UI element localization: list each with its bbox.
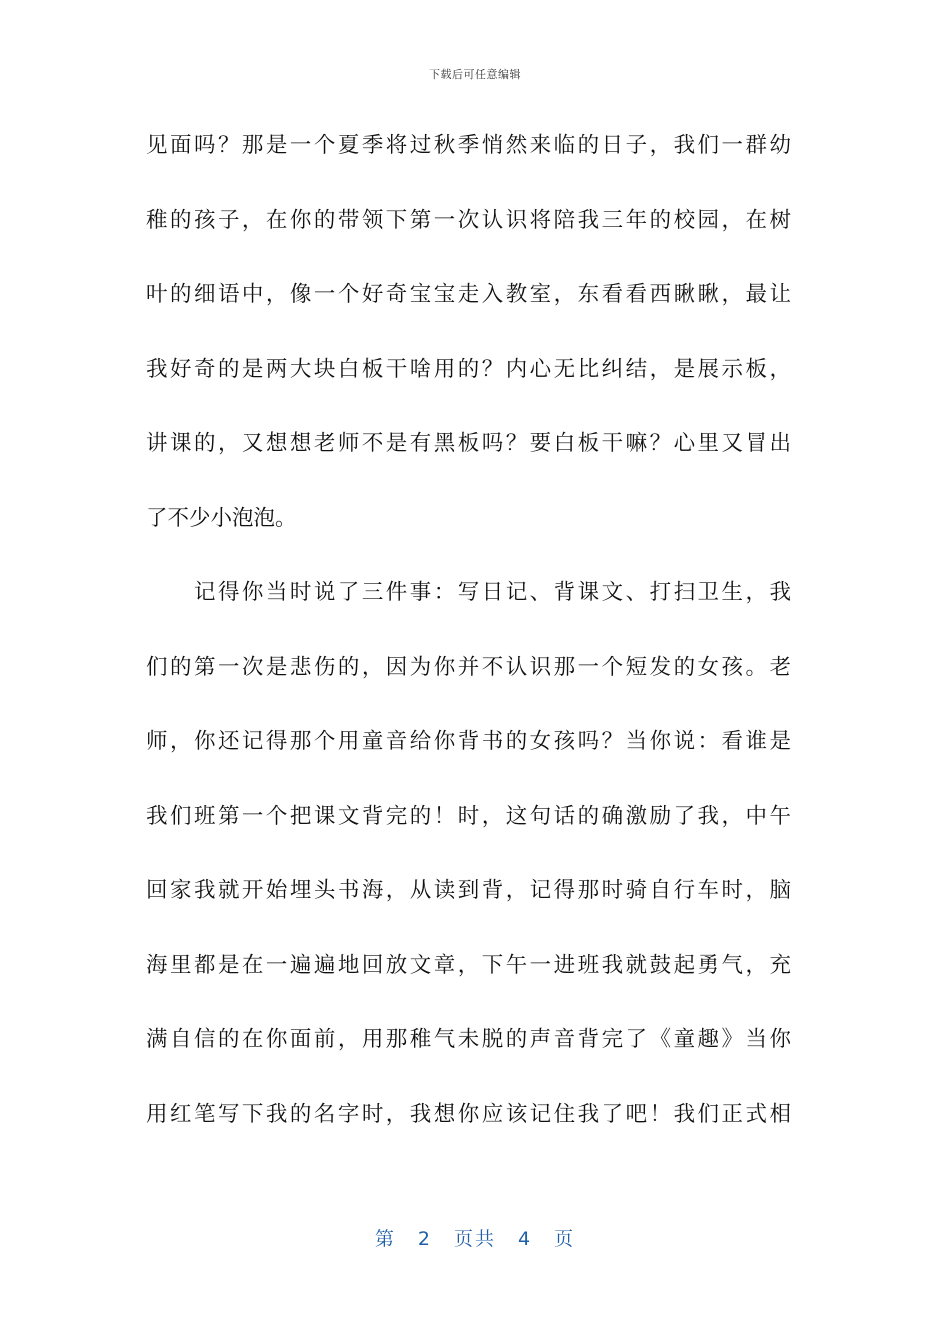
text-line-4: 我好奇的是两大块白板干啥用的？内心无比纠结，是展示板，	[146, 356, 791, 382]
text-line-7: 记得你当时说了三件事：写日记、背课文、打扫卫生，我	[146, 580, 791, 605]
text-line-10: 我们班第一个把课文背完的！时，这句话的确激励了我，中午	[146, 803, 791, 829]
text-line-14: 用红笔写下我的名字时，我想你应该记住我了吧！我们正式相	[146, 1101, 791, 1127]
text-line-8: 们的第一次是悲伤的，因为你并不认识那一个短发的女孩。老	[146, 654, 791, 680]
text-line-11: 回家我就开始埋头书海，从读到背，记得那时骑自行车时，脑	[146, 878, 791, 903]
text-line-6: 了不少小泡泡。	[146, 505, 297, 531]
page-number-footer: 第 2 页共 4 页	[374, 1228, 576, 1250]
text-line-13: 满自信的在你面前，用那稚气未脱的声音背完了《童趣》当你	[146, 1027, 791, 1052]
text-line-5: 讲课的，又想想老师不是有黑板吗？要白板干嘛？心里又冒出	[146, 431, 791, 456]
body-text	[146, 120, 791, 1163]
text-line-1: 见面吗？那是一个夏季将过秋季悄然来临的日子，我们一群幼	[146, 133, 791, 158]
text-line-3: 叶的细语中，像一个好奇宝宝走入教室，东看看西瞅瞅，最让	[146, 282, 791, 307]
text-line-2: 稚的孩子，在你的带领下第一次认识将陪我三年的校园，在树	[146, 207, 791, 233]
page-header-note: 下载后可任意编辑	[429, 68, 521, 81]
text-line-12: 海里都是在一遍遍地回放文章，下午一进班我就鼓起勇气，充	[146, 952, 791, 978]
text-line-9: 师，你还记得那个用童音给你背书的女孩吗？当你说：看谁是	[146, 729, 791, 754]
